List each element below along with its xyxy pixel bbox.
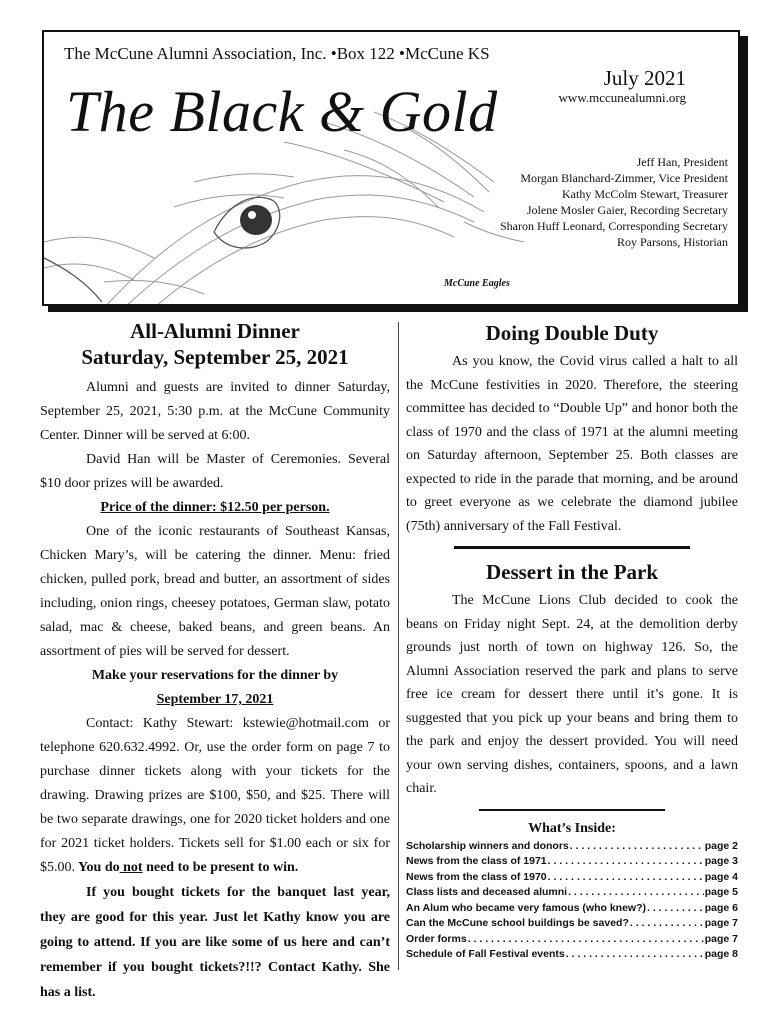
toc-item[interactable]	[406, 839, 738, 855]
newsletter-title: The Black & Gold	[66, 79, 498, 144]
dinner-paragraph: One of the iconic restaurants of Southeast Kansas, Chicken Mary’s, will be catering the dinner. Menu: fried chicken, pulled pork, bread and butter, an assortment of sides including, onion rings, cheesey potatoes, German slaw, potato salad, mac & cheese, baked beans, and green beans. An assortment of pies will be served for dessert.	[40, 524, 390, 659]
masthead	[42, 30, 740, 306]
toc-item[interactable]	[406, 854, 738, 870]
officer-line: Kathy McColm Stewart, Treasurer	[562, 187, 728, 201]
toc-item[interactable]	[406, 901, 738, 917]
dinner-paragraph: Alumni and guests are invited to dinner Saturday, September 25, 2021, 5:30 p.m. at the McCune Community Center. Dinner will be served at 6:00.	[40, 380, 390, 443]
section-divider	[454, 546, 690, 549]
dessert-body: The McCune Lions Club decided to cook the beans on Friday night Sept. 24, at the demolition derby grounds just north of town on highway 126. So, the Alumni Association reserved the park and plans to serve free ice cream for dessert there until it’s gone. It is suggested that you pick up your beans and bring them to the park and enjoy the dessert provided. You will need your own serving dishes, containers, spoons, and a lawn chair.	[406, 593, 738, 796]
officer-line: Jeff Han, President	[636, 155, 728, 169]
toc-leader	[568, 885, 704, 901]
dinner-heading: All-Alumni Dinner	[130, 319, 300, 343]
reservation-line: Make your reservations for the dinner by	[91, 668, 339, 683]
toc-item[interactable]	[406, 932, 738, 948]
toc-leader	[566, 947, 704, 963]
officers-list	[500, 154, 728, 250]
association-line: The McCune Alumni Association, Inc. •Box 122 •McCune KS	[64, 44, 490, 63]
toc-leader	[548, 854, 704, 870]
toc-leader	[570, 839, 704, 855]
toc-item-title: News from the class of 1971	[406, 855, 547, 867]
officer-line: Roy Parsons, Historian	[617, 235, 728, 249]
dinner-article	[40, 318, 390, 1005]
right-column	[406, 318, 738, 963]
double-duty-heading: Doing Double Duty	[485, 321, 659, 345]
toc-item[interactable]	[406, 947, 738, 963]
dessert-heading: Dessert in the Park	[485, 560, 659, 584]
toc-item[interactable]	[406, 870, 738, 886]
toc-item-page: page 2	[704, 839, 738, 852]
toc-item-page: page 7	[704, 917, 738, 929]
officer-line: Morgan Blanchard-Zimmer, Vice President	[520, 171, 728, 185]
officer-line: Jolene Mosler Gaier, Recording Secretary	[526, 203, 728, 217]
toc-item-title: An Alum who became very famous (who knew?)	[406, 901, 646, 914]
toc-leader	[468, 932, 704, 948]
masthead-shadow-right	[740, 36, 748, 312]
dinner-paragraph: David Han will be Master of Ceremonies. Several $10 door prizes will be awarded.	[40, 452, 390, 491]
dinner-price: Price of the dinner: $12.50 per person.	[100, 500, 330, 515]
toc-item-title: Schedule of Fall Festival events	[406, 948, 565, 960]
toc-item[interactable]	[406, 885, 738, 901]
toc-item-title: Can the McCune school buildings be saved?	[406, 917, 629, 929]
toc-item[interactable]	[406, 916, 738, 932]
double-duty-body: As you know, the Covid virus called a halt to all the McCune festivities in 2020. Therefore, the steering committee has decided to “Double Up” and honor both the class of 1970 and the class of 1971 at the alumni meeting on Saturday afternoon, September 25. Both classes are expected to ride in the parade that morning, and be around to greet everyone as we celebrate the diamond jubilee (75th) anniversary of the Fall Festival.	[406, 354, 738, 534]
contact-text: Contact: Kathy Stewart: kstewie@hotmail.com or telephone 620.632.4992. Or, use the order form on page 7 to purchase dinner tickets along with your tickets for the drawing. Drawing prizes are $100, $50, and $25. There will be two separate drawings, one for 2020 ticket holders and one for 2021 ticket holders. Tickets sell for $1.00 each or six for $5.00.	[40, 716, 390, 875]
dinner-paragraph	[40, 712, 390, 880]
toc-leader	[647, 901, 704, 917]
present-note-a: You do	[75, 860, 120, 875]
toc-item-page: page 5	[704, 886, 738, 898]
present-note-not: not	[119, 860, 143, 875]
toc-item-title: News from the class of 1970	[406, 870, 547, 883]
reservation-date: September 17, 2021	[156, 692, 274, 707]
toc-item-page: page 8	[704, 948, 738, 960]
toc-item-title: Order forms	[406, 932, 467, 945]
issue-date: July 2021	[603, 66, 686, 90]
column-divider	[398, 322, 399, 970]
officer-line: Sharon Huff Leonard, Corresponding Secretary	[499, 219, 728, 233]
toc-item-page: page 7	[704, 932, 738, 945]
website-link[interactable]: www.mccunealumni.org	[558, 90, 686, 105]
tickets-note: If you bought tickets for the banquet last year, they are good for this year. Just let Kathy know you are going to attend. If you are like some of us here and can’t remember if you bought tickets?!!? Contact Kathy. She has a list.	[40, 885, 390, 1000]
toc-item-page: page 4	[704, 870, 738, 883]
toc-item-page: page 3	[704, 855, 738, 867]
dinner-date-heading: Saturday, September 25, 2021	[81, 345, 349, 369]
image-caption: McCune Eagles	[444, 278, 510, 289]
toc-title: What’s Inside:	[528, 820, 616, 836]
present-note-b: need to be present to win.	[142, 860, 299, 875]
toc-item-title: Scholarship winners and donors	[406, 839, 569, 852]
toc-item-title: Class lists and deceased alumni	[406, 886, 568, 898]
toc-divider	[479, 809, 665, 811]
table-of-contents	[406, 839, 738, 963]
toc-leader	[630, 916, 704, 932]
toc-leader	[548, 870, 704, 886]
toc-item-page: page 6	[704, 901, 738, 914]
